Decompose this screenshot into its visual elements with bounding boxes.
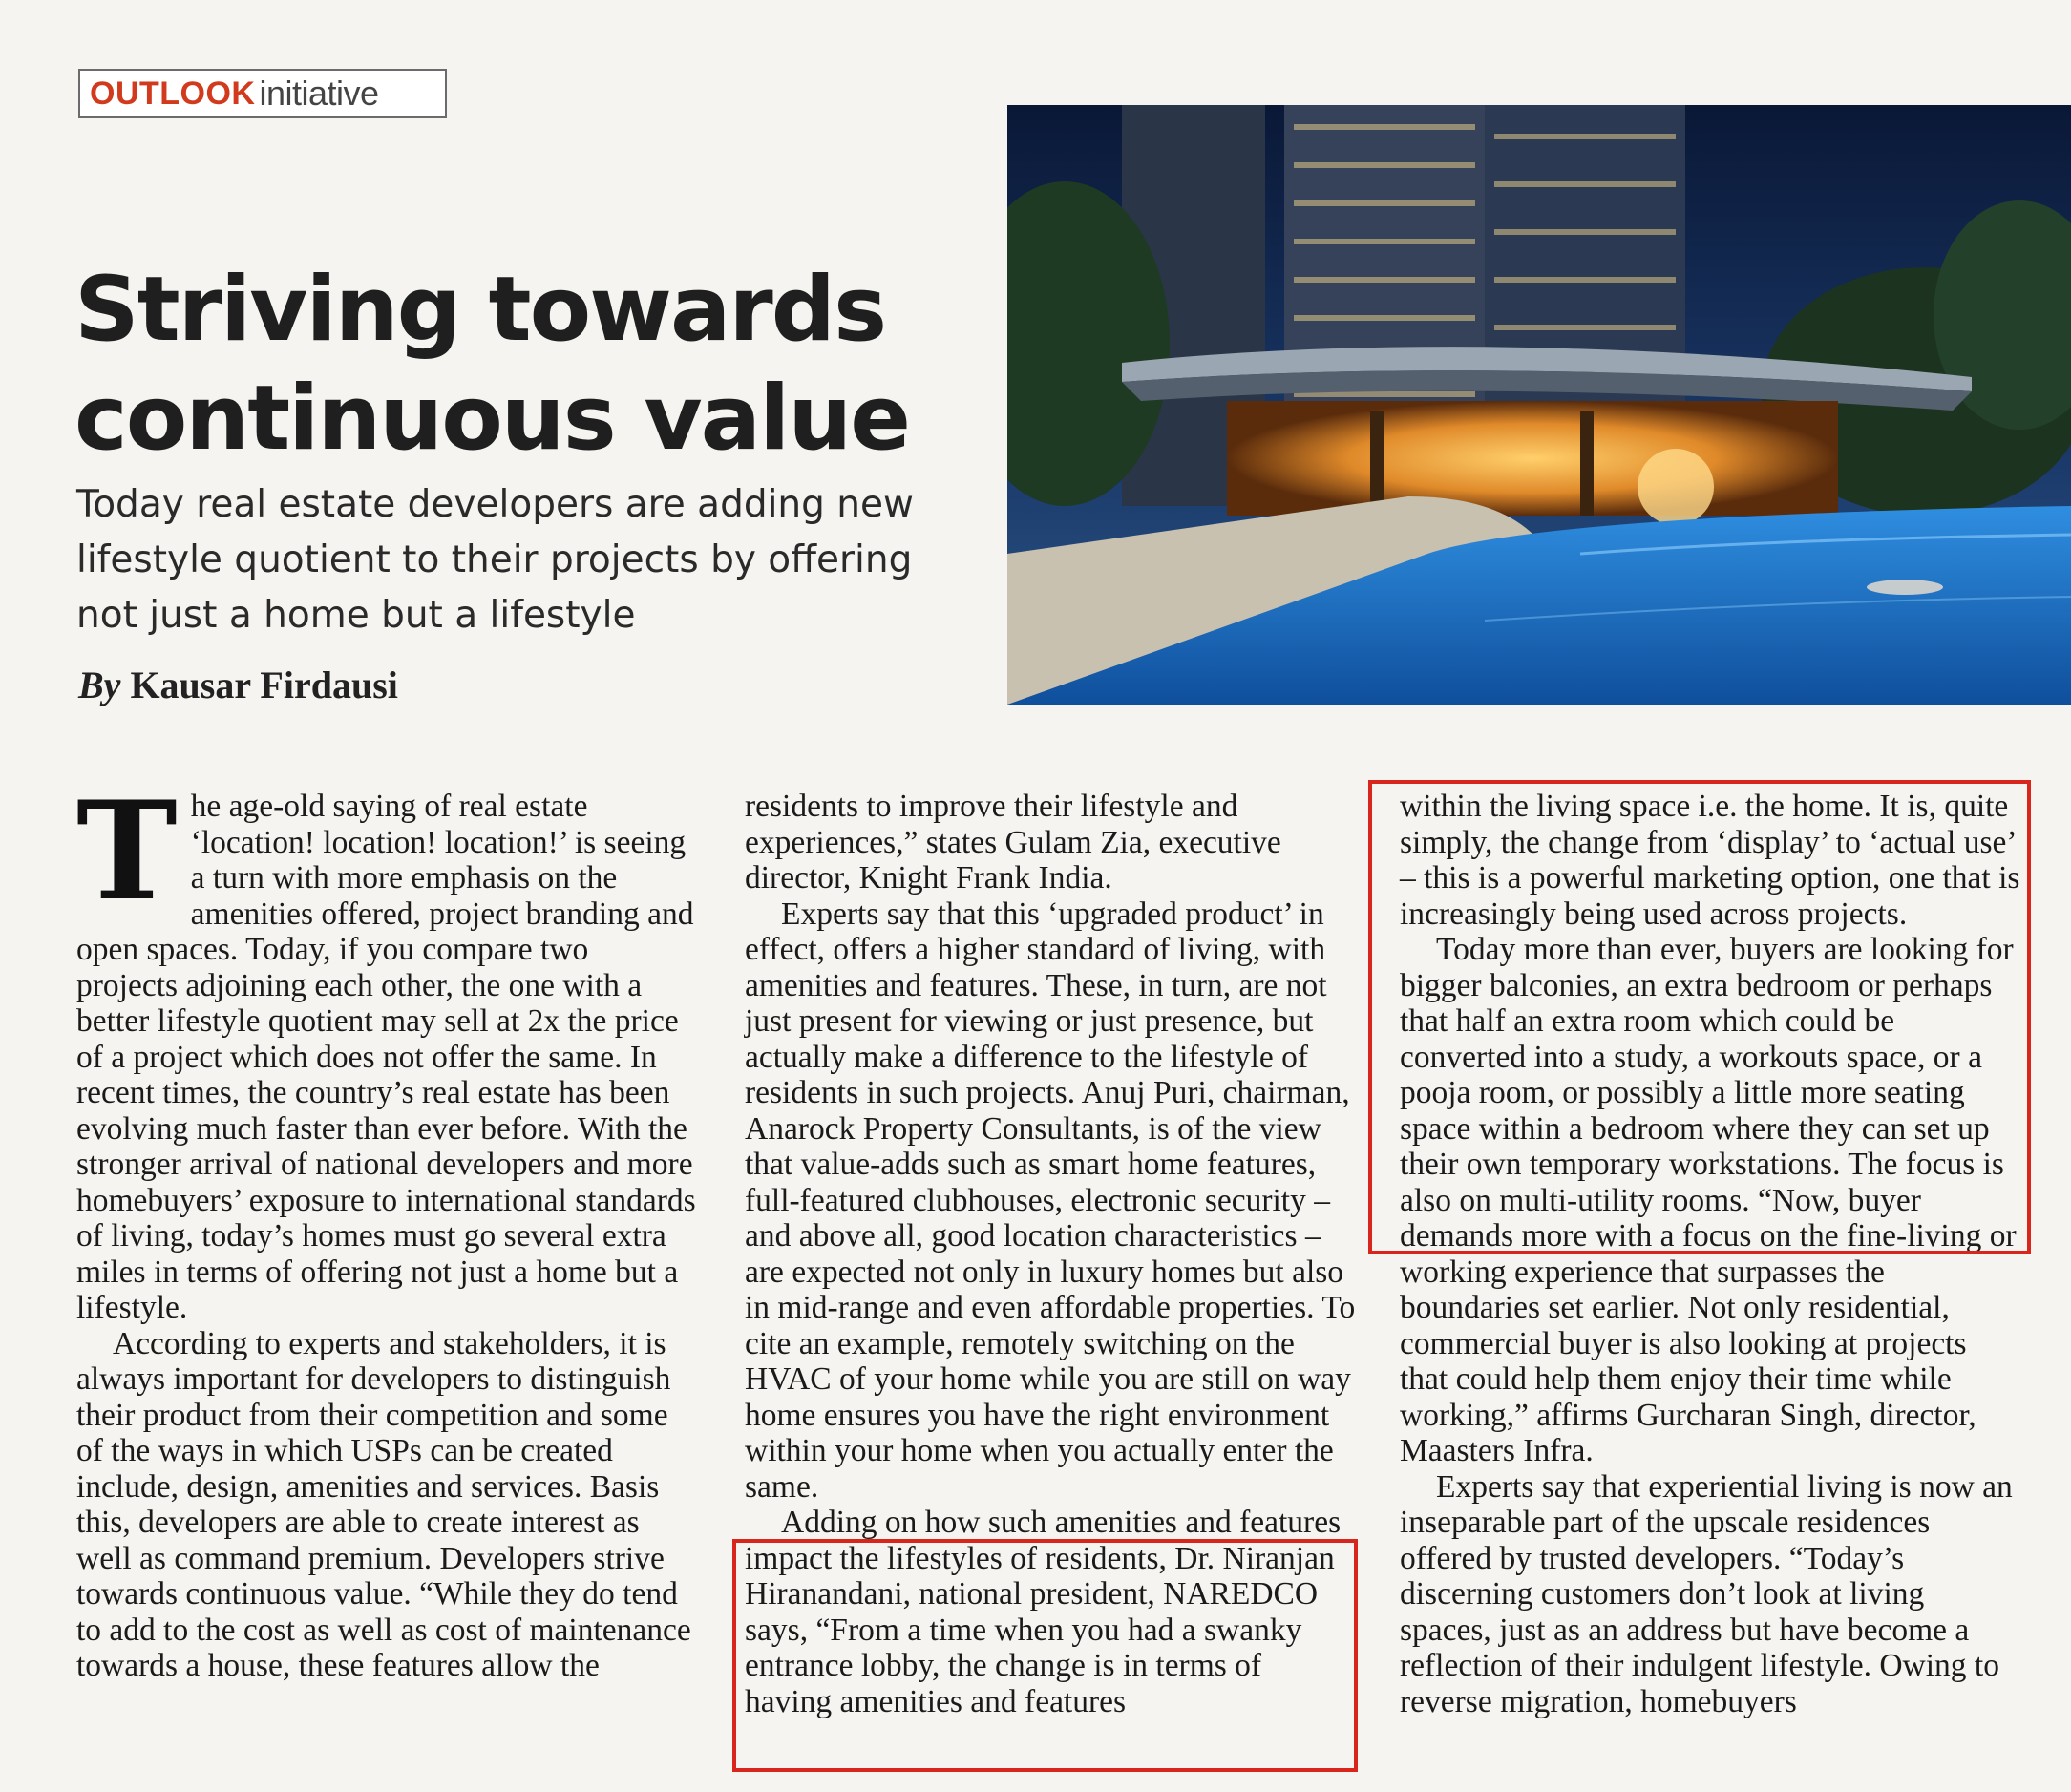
byline-prefix: By	[78, 664, 121, 706]
hero-photo-residential-towers-pool	[1007, 105, 2071, 705]
paragraph-intro-text: he age-old saying of real estate ‘location! location! location!’ is seeing a turn with more emphasis on the amenities offered, project branding and open spaces. Today, if you compare two projects adjoining each other, the one with a better lifestyle quotient may sell at 2x the price of a project which does not offer the same. In recent times, the country’s real estate has been evolving much faster than ever before. With the stronger arrival of national developers and more homebuyers’ exposure to international standards of living, today’s homes must go several extra miles in terms of offering not just a home but a lifestyle.	[76, 789, 696, 1325]
article-headline	[74, 256, 972, 474]
paragraph-gulam-zia: residents to improve their lifestyle and experiences,” states Gulam Zia, executive director, Knight Frank India.	[745, 789, 1281, 896]
paragraph-hiranandani: Adding on how such amenities and features impact the lifestyles of residents, Dr. Niranjan Hiranandani, national president, NAREDCO says, “From a time when you had a swanky entrance lobby, the change is in terms of having amenities and features	[745, 1505, 1342, 1719]
paragraph-buyers-looking: Today more than ever, buyers are looking for bigger balconies, an extra bedroom or perhaps that half an extra room which could be converted into a study, a workouts space, or a pooja room, or possibly a little more seating space within a bedroom where they can set up their own temporary workstations. The focus is also on multi-utility rooms. “Now, buyer demands more with a focus on the fine-living or working experience that surpasses the boundaries set earlier. Not only residential, commercial buyer is also looking at projects that could help them enjoy their time while working,” affirms Gurcharan Singh, director, Maasters Infra.	[1400, 932, 2017, 1468]
article-column-2	[745, 789, 1356, 1719]
dropcap: T	[76, 772, 178, 931]
paragraph-experiential-living: Experts say that experiential living is now an inseparable part of the upscale residences offered by trusted developers. “Today’s discerning customers don’t look at living spaces, just as an address but have become a reflection of their indulgent lifestyle. Owing to reverse migration, homebuyers	[1400, 1468, 2013, 1719]
paragraph-experts-stakeholders: According to experts and stakeholders, it is always important for developers to distinguish their product from their competition and some of the ways in which USPs can be created include, design, amenities and services. Basis this, developers are able to create interest as well as command premium. Developers strive towards continuous value. “While they do tend to add to the cost as well as cost of maintenance towards a house, these features allow the	[76, 1325, 691, 1683]
paragraph-intro	[76, 772, 697, 1326]
article-byline	[78, 663, 398, 707]
brand-outlook-text: OUTLOOK	[90, 74, 256, 112]
headline-line-2: continuous value	[74, 367, 909, 471]
paragraph-living-space: within the living space i.e. the home. It is, quite simply, the change from ‘display’ to ‘actual use’ – this is a powerful marketing option, one that is increasingly being used across projects.	[1400, 789, 2020, 932]
article-column-3	[1400, 789, 2020, 1719]
brand-initiative-text: initiative	[259, 74, 379, 113]
article-standfirst: Today real estate developers are adding new lifestyle quotient to their projects by offering not just a home but a lifestyle	[76, 483, 914, 637]
headline-line-1: Striving towards	[74, 258, 886, 362]
byline-author: Kausar Firdausi	[130, 664, 398, 706]
article-column-1	[76, 772, 697, 1684]
paragraph-upgraded-product: Experts say that this ‘upgraded product’ in effect, offers a higher standard of living, with amenities and features. These, in turn, are not just present for viewing or just presence, but actually make a difference to the lifestyle of residents in such projects. Anuj Puri, chairman, Anarock Property Consultants, is of the view that value-adds such as smart home features, full-featured clubhouses, electronic security – and above all, good location characteristics – are expected not only in luxury homes but also in mid-range and even affordable properties. To cite an example, remotely switching on the HVAC of your home while you are still on way home ensures you have the right environment within your home when you actually enter the same.	[745, 896, 1356, 1505]
hero-illustration	[1007, 105, 2071, 705]
outlook-initiative-logo	[78, 69, 447, 118]
